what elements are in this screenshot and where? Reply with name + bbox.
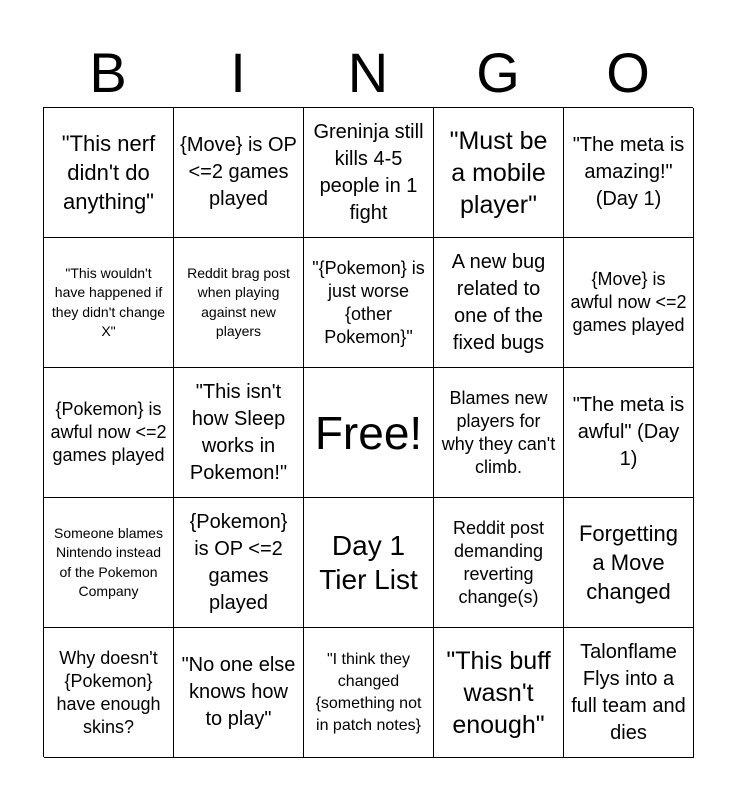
bingo-cell-text: {Move} is OP <=2 games played xyxy=(180,134,297,210)
bingo-cell[interactable] xyxy=(434,238,564,368)
bingo-cell-text: Greninja still kills 4-5 people in 1 fight xyxy=(313,120,424,224)
bingo-cell-text: "The meta is awful" (Day 1) xyxy=(572,394,685,470)
bingo-cell[interactable] xyxy=(304,108,434,238)
bingo-cell-text: Why doesn't {Pokemon} have enough skins? xyxy=(56,647,161,737)
bingo-cell[interactable] xyxy=(434,368,564,498)
bingo-cell-text: {Move} is awful now <=2 games played xyxy=(570,269,687,335)
bingo-cell-text: "This wouldn't have happened if they didn't change X" xyxy=(51,264,166,339)
bingo-cell[interactable] xyxy=(434,628,564,758)
bingo-cell[interactable] xyxy=(174,238,304,368)
bingo-cell[interactable] xyxy=(304,498,434,628)
bingo-cell-text: Forgetting a Move changed xyxy=(578,521,679,604)
bingo-cell-text: "The meta is amazing!" (Day 1) xyxy=(572,134,685,210)
bingo-cell[interactable] xyxy=(564,238,694,368)
bingo-cell[interactable] xyxy=(174,498,304,628)
bingo-cell[interactable] xyxy=(434,108,564,238)
bingo-cell-text: Talonflame Flys into a full team and dies xyxy=(571,640,686,744)
bingo-cell-text: {Pokemon} is awful now <=2 games played xyxy=(50,399,167,465)
bingo-cell[interactable] xyxy=(44,238,174,368)
bingo-cell-text: {Pokemon} is OP <=2 games played xyxy=(189,510,288,614)
bingo-cell[interactable] xyxy=(44,368,174,498)
bingo-card-grid xyxy=(43,107,693,757)
bingo-cell[interactable] xyxy=(174,368,304,498)
header-letter-b: B xyxy=(89,41,127,104)
bingo-cell-text: Someone blames Nintendo instead of the Pokemon Company xyxy=(54,524,163,599)
bingo-cell-text: Blames new players for why they can't climb. xyxy=(441,387,556,477)
bingo-cell[interactable] xyxy=(44,108,174,238)
bingo-cell[interactable] xyxy=(564,368,694,498)
bingo-cell[interactable] xyxy=(564,108,694,238)
bingo-cell[interactable] xyxy=(174,108,304,238)
bingo-header xyxy=(43,40,693,106)
bingo-free-space[interactable] xyxy=(304,368,434,498)
bingo-cell[interactable] xyxy=(44,628,174,758)
header-letter-g: G xyxy=(476,41,520,104)
header-letter-i: I xyxy=(230,41,246,104)
bingo-cell-text: "I think they changed {something not in patch notes} xyxy=(315,650,422,734)
bingo-cell[interactable] xyxy=(434,498,564,628)
bingo-cell-text: "No one else knows how to play" xyxy=(181,654,296,730)
bingo-cell-text: A new bug related to one of the fixed bugs xyxy=(451,250,546,354)
bingo-cell-text: Reddit post demanding reverting change(s) xyxy=(452,517,545,607)
bingo-cell[interactable] xyxy=(304,628,434,758)
bingo-cell[interactable] xyxy=(44,498,174,628)
free-space-text: Free! xyxy=(314,406,423,459)
header-letter-o: O xyxy=(606,41,650,104)
header-letter-n: N xyxy=(347,41,389,104)
bingo-cell-text: Day 1 Tier List xyxy=(319,529,418,595)
bingo-cell-text: "{Pokemon} is just worse {other Pokemon}" xyxy=(312,257,425,347)
bingo-cell[interactable] xyxy=(304,238,434,368)
bingo-cell-text: "Must be a mobile player" xyxy=(449,126,548,219)
bingo-cell-text: "This nerf didn't do anything" xyxy=(61,131,156,214)
bingo-cell-text: "This buff wasn't enough" xyxy=(446,646,551,739)
bingo-cell-text: Reddit brag post when playing against new players xyxy=(187,264,290,339)
bingo-cell[interactable] xyxy=(564,628,694,758)
bingo-cell[interactable] xyxy=(564,498,694,628)
bingo-cell-text: "This isn't how Sleep works in Pokemon!" xyxy=(189,380,288,484)
bingo-cell[interactable] xyxy=(174,628,304,758)
